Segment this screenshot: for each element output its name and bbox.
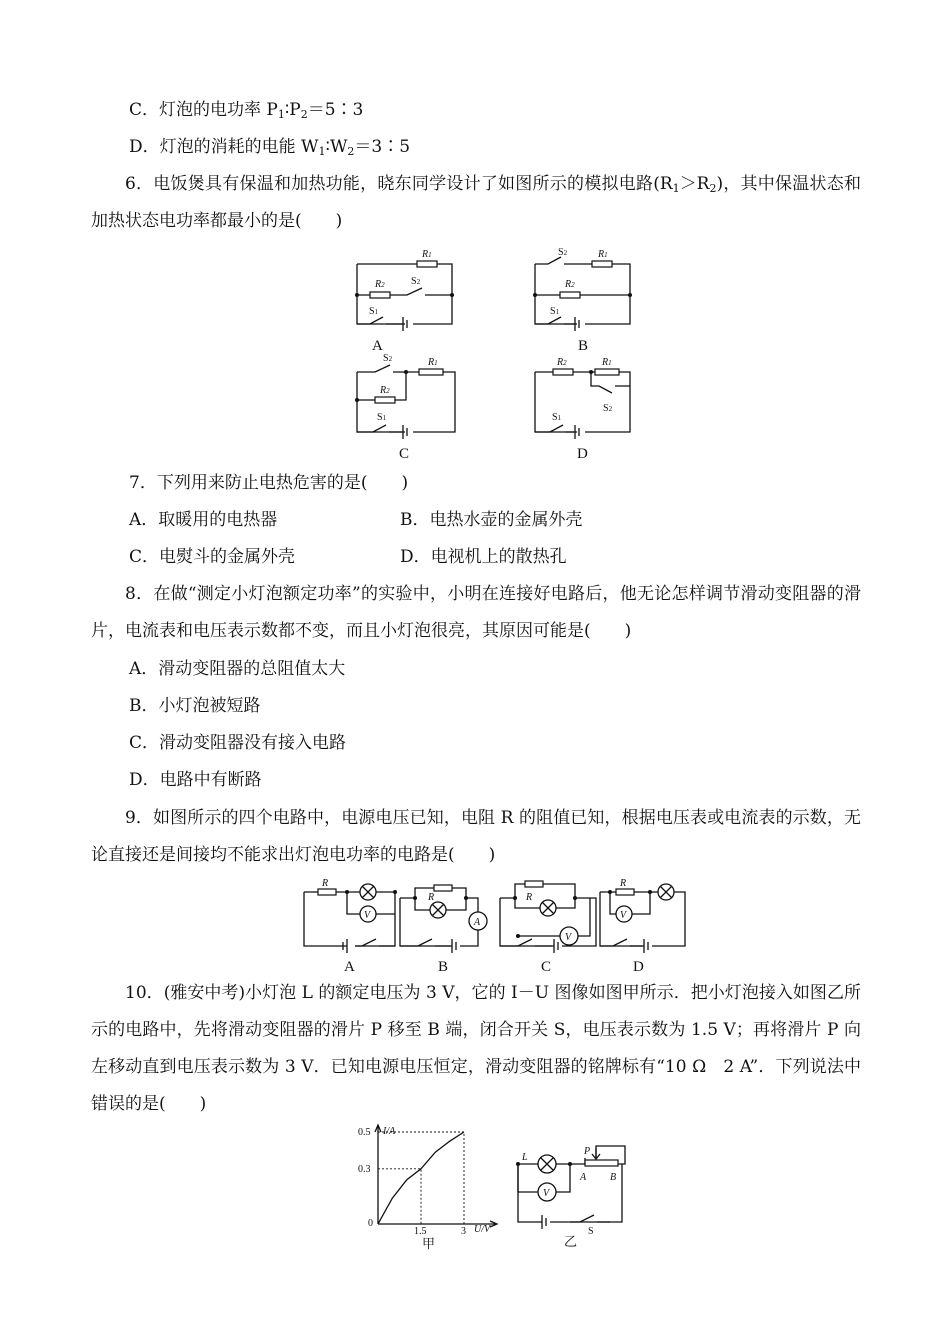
- y-tick-label: 0.5: [358, 1127, 371, 1138]
- svg-text:V: V: [364, 910, 371, 921]
- q7-option-d: D．电视机上的散热孔: [400, 547, 567, 567]
- q10-iu-graph: [350, 1122, 500, 1250]
- q8-option-b: B．小灯泡被短路: [129, 696, 261, 716]
- svg-text:R: R: [322, 878, 329, 889]
- svg-text:D: D: [633, 959, 644, 975]
- svg-text:S: S: [588, 1226, 594, 1237]
- q9-stem: 9．如图所示的四个电路中，电源电压已知，电阻 R 的阻值已知，根据电压表或电流表的示数，无论直接还是间接均不能求出灯泡电功率的电路是( ): [91, 808, 861, 865]
- q9-circuit-b: [400, 885, 487, 975]
- svg-text:A: A: [580, 1172, 587, 1183]
- d-r2-label: R2: [557, 357, 567, 368]
- svg-text:P: P: [584, 1146, 591, 1157]
- q8-stem: 8．在做“测定小灯泡额定功率”的实验中，小明在连接好电路后，他无论怎样调节滑动变阻器的滑片，电流表和电压表示数都不变，而且小灯泡很亮，其原因可能是( ): [91, 584, 861, 641]
- a-r2-label: R2: [375, 279, 385, 290]
- a-s2-label: S2: [411, 276, 421, 287]
- c-r2-label: R2: [380, 385, 390, 396]
- b-r2-label: R2: [565, 279, 575, 290]
- svg-text:A: A: [474, 917, 481, 928]
- q10-circuit: [510, 1140, 635, 1250]
- q9-circuit-a: [304, 878, 397, 975]
- x-axis-label: U/V: [474, 1224, 491, 1235]
- origin-label: 0: [368, 1218, 373, 1229]
- guide-lines: [378, 1132, 464, 1224]
- svg-text:B: B: [610, 1172, 617, 1183]
- svg-text:B: B: [438, 959, 449, 975]
- q7-option-c: C．电熨斗的金属外壳: [129, 547, 296, 567]
- circuit-c: [355, 353, 455, 462]
- svg-text:R: R: [620, 878, 627, 889]
- d-s1-label: S1: [552, 412, 562, 423]
- q5-option-c: C．灯泡的电功率 $P_1∶P_2=5∶3$: [129, 100, 364, 121]
- q8-option-c: C．滑动变阻器没有接入电路: [129, 733, 347, 753]
- q9-circuit-figure: [300, 876, 690, 976]
- q10-stem: 10．(雅安中考)小灯泡 L 的额定电压为 3 V，它的 I－U 图像如图甲所示．把小灯泡接入如图乙所示的电路中，先将滑动变阻器的滑片 P 移至 B 端，闭合开关 S，电压表示数为 1.5 V；再将滑片 P 向左移动直到电压表示数为 3 V．已知电源电压恒定，滑动变阻器的铭牌标有“10 Ω 2 A”．下列说法中错误的是( ): [91, 983, 861, 1114]
- circuit-b: [533, 247, 632, 354]
- c-s2-label: S2: [383, 353, 393, 364]
- d-caption: D: [577, 446, 588, 462]
- b-s1-label: S1: [550, 306, 560, 317]
- circuit-caption: 乙: [564, 1235, 578, 1250]
- c-caption: C: [399, 446, 410, 462]
- c-s1-label: S1: [377, 412, 387, 423]
- q7-option-b: B．电热水壶的金属外壳: [400, 510, 583, 530]
- b-r1-label: R1: [598, 249, 608, 260]
- q7-stem: 7．下列用来防止电热危害的是( ): [129, 473, 409, 493]
- a-s1-label: S1: [369, 306, 379, 317]
- svg-text:A: A: [344, 959, 355, 975]
- q6-stem: 6．电饭煲具有保温和加热功能，晓东同学设计了如图所示的模拟电路$(R_1>R_2)$，其中保温状态和加热状态电功率都最小的是( ): [91, 174, 861, 231]
- a-caption: A: [372, 338, 383, 354]
- svg-text:V: V: [543, 1188, 550, 1199]
- q5-option-d: D．灯泡的消耗的电能 $W_1∶W_2=3∶5$: [129, 137, 411, 158]
- q7-option-a: A．取暖用的电热器: [129, 510, 278, 530]
- a-r1-label: R1: [422, 249, 432, 260]
- q9-circuit-c: [500, 881, 596, 975]
- svg-text:R: R: [428, 892, 435, 903]
- graph-caption: 甲: [422, 1237, 436, 1252]
- y-tick-label: 0.3: [358, 1163, 371, 1175]
- q6-circuit-figure: [345, 244, 645, 462]
- b-s2-label: S2: [558, 247, 568, 258]
- c-r1-label: R1: [428, 357, 438, 368]
- d-s2-label: S2: [603, 403, 613, 414]
- y-axis-label: I/A: [383, 1126, 396, 1137]
- svg-text:V: V: [565, 932, 572, 943]
- svg-text:C: C: [541, 959, 552, 975]
- circuit-d: [535, 357, 630, 462]
- q8-option-a: A．滑动变阻器的总阻值太大: [129, 659, 346, 679]
- svg-text:L: L: [522, 1152, 528, 1163]
- guide-dashed-line: [378, 1169, 421, 1224]
- svg-text:R: R: [526, 892, 533, 903]
- b-caption: B: [578, 338, 589, 354]
- x-tick-label: 1.5: [414, 1226, 427, 1237]
- d-r1-label: R1: [602, 357, 612, 368]
- circuit-a: [355, 249, 454, 354]
- svg-text:V: V: [620, 910, 627, 921]
- q9-circuit-d: [600, 878, 685, 975]
- q8-option-d: D．电路中有断路: [129, 770, 262, 790]
- x-tick-label: 3: [461, 1226, 466, 1237]
